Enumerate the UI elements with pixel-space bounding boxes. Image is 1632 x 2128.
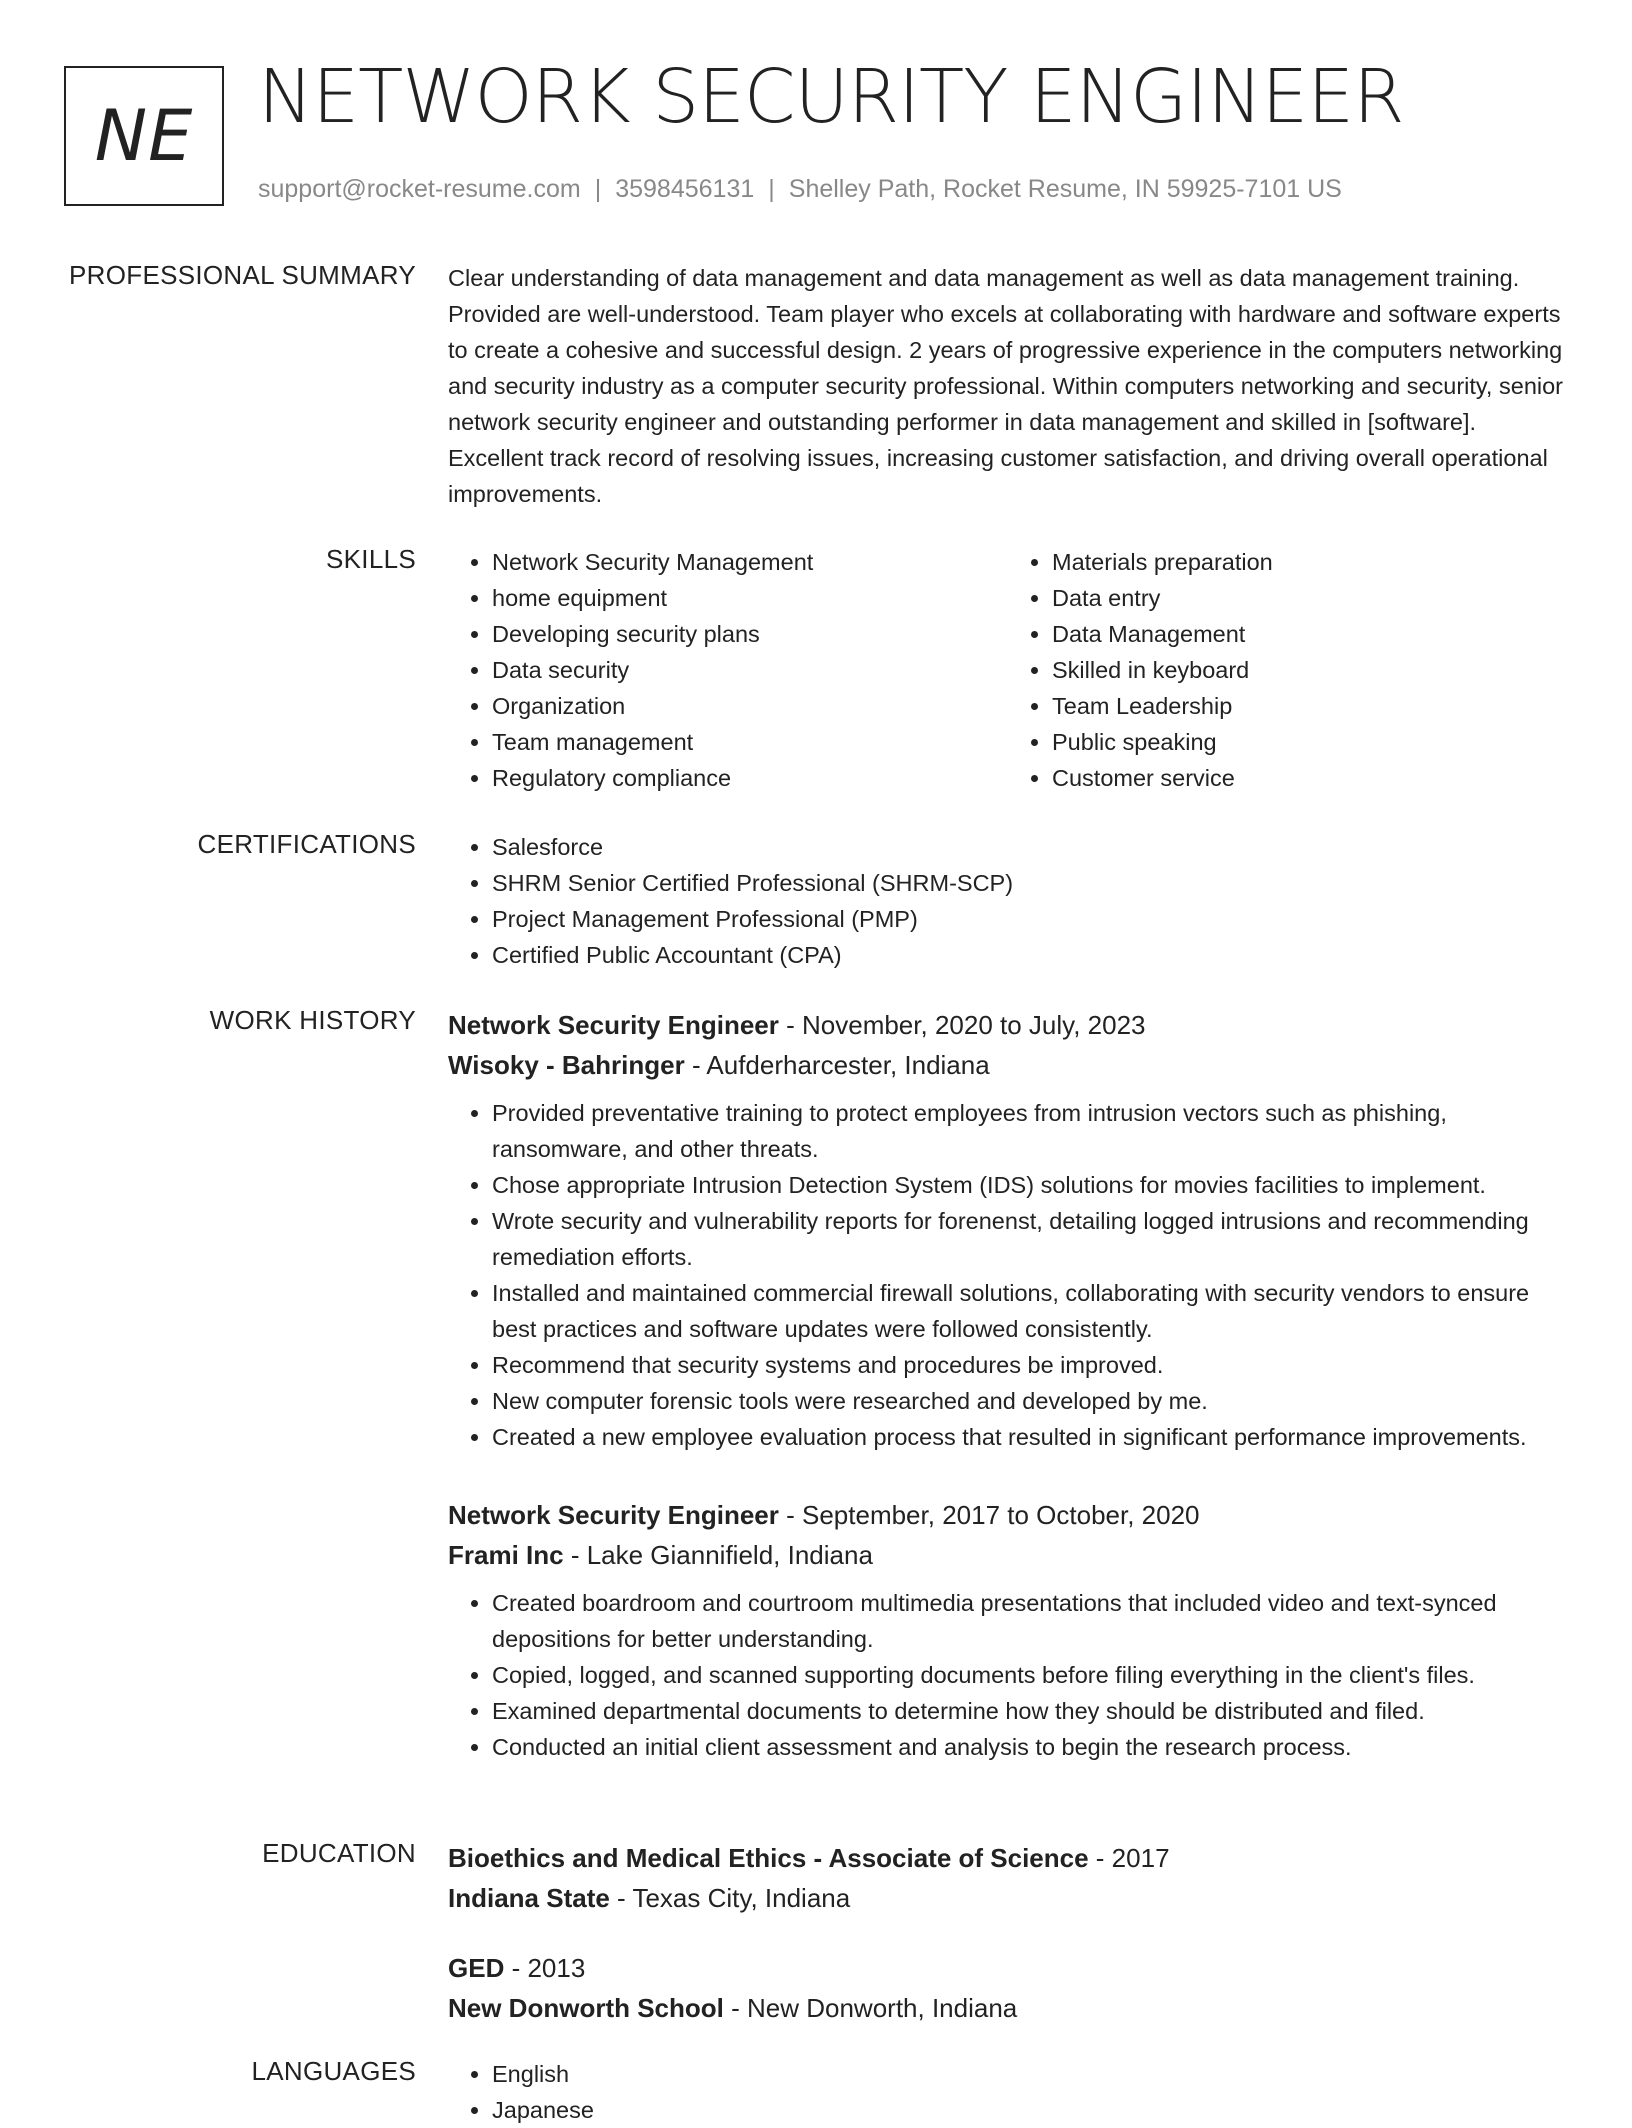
section-label: WORK HISTORY — [209, 1005, 416, 1035]
job-dates: - September, 2017 to October, 2020 — [778, 1500, 1200, 1530]
skills-columns — [448, 544, 1568, 796]
list-item: • Salesforce — [492, 829, 1568, 865]
list-item: • Organization — [492, 688, 1008, 724]
list-item: • Wrote security and vulnerability reports for forenenst, detailing logged intrusions and recommending remediation efforts. — [492, 1203, 1568, 1275]
list-item: • New computer forensic tools were researched and developed by me. — [492, 1383, 1568, 1419]
list-item: • Data entry — [1052, 580, 1568, 616]
education-degree-line — [448, 1838, 1568, 1878]
list-item: • Developing security plans — [492, 616, 1008, 652]
list-item: • Project Management Professional (PMP) — [492, 901, 1568, 937]
job-bullets — [448, 1585, 1568, 1765]
job-bullets — [448, 1095, 1568, 1455]
contact-line — [258, 175, 1342, 204]
education-location: - New Donworth, Indiana — [723, 1993, 1018, 2023]
section-label: CERTIFICATIONS — [197, 829, 416, 859]
languages-list — [448, 2056, 1568, 2128]
contact-separator: | — [594, 175, 602, 203]
job-location: - Aufderharcester, Indiana — [684, 1050, 990, 1080]
job-company-line — [448, 1535, 1568, 1575]
section-content — [448, 2056, 1568, 2128]
list-item: • Materials preparation — [1052, 544, 1568, 580]
section-content — [448, 1005, 1568, 1765]
education-degree: GED — [448, 1953, 505, 1983]
contact-email[interactable]: support@rocket-resume.com — [258, 175, 581, 203]
list-item: • Data Management — [1052, 616, 1568, 652]
education-degree-line — [448, 1948, 1568, 1988]
list-item: • English — [492, 2056, 1568, 2092]
job-title: Network Security Engineer — [448, 1500, 779, 1530]
job-title-line — [448, 1005, 1568, 1045]
job-title: Network Security Engineer — [448, 1010, 779, 1040]
list-item: • Team management — [492, 724, 1008, 760]
education-year: - 2017 — [1088, 1843, 1170, 1873]
list-item: • Data security — [492, 652, 1008, 688]
job-company: Frami Inc — [448, 1540, 564, 1570]
list-item: • Chose appropriate Intrusion Detection System (IDS) solutions for movies facilities to implement. — [492, 1167, 1568, 1203]
education-year: - 2013 — [504, 1953, 586, 1983]
section-label: LANGUAGES — [251, 2056, 416, 2086]
education-school-line — [448, 1878, 1568, 1918]
job-company: Wisoky - Bahringer — [448, 1050, 685, 1080]
section-label: SKILLS — [326, 544, 416, 574]
job-company-line — [448, 1045, 1568, 1085]
job-entry — [448, 1495, 1568, 1765]
education-school: New Donworth School — [448, 1993, 724, 2023]
list-item: • home equipment — [492, 580, 1008, 616]
education-location: - Texas City, Indiana — [609, 1883, 851, 1913]
job-entry — [448, 1005, 1568, 1455]
list-item: • Copied, logged, and scanned supporting documents before filing everything in the client's files. — [492, 1657, 1568, 1693]
list-item: • Provided preventative training to protect employees from intrusion vectors such as phishing, ransomware, and other threats. — [492, 1095, 1568, 1167]
summary-text: Clear understanding of data management and data management as well as data management training. Provided are well-understood. Team player who excels at collaborating with hardware and software experts to create a cohesive and successful design. 2 years of progressive experience in the computers networking and security industry as a computer security professional. Within computers networking and security, senior network security engineer and outstanding performer in data management and skilled in [software]. Excellent track record of resolving issues, increasing customer satisfaction, and driving overall operational improvements. — [448, 265, 1563, 507]
contact-phone[interactable]: 3598456131 — [615, 175, 755, 203]
skills-list-right — [1008, 544, 1568, 796]
monogram-logo: NE — [64, 66, 224, 206]
education-school-line — [448, 1988, 1568, 2028]
list-item: • Conducted an initial client assessment and analysis to begin the research process. — [492, 1729, 1568, 1765]
list-item: • Created boardroom and courtroom multimedia presentations that included video and text-synced depositions for better understanding. — [492, 1585, 1568, 1657]
education-entry — [448, 1838, 1568, 1918]
list-item: • Japanese — [492, 2092, 1568, 2128]
list-item: • Network Security Management — [492, 544, 1008, 580]
list-item: • Created a new employee evaluation process that resulted in significant performance improvements. — [492, 1419, 1568, 1455]
contact-address: Shelley Path, Rocket Resume, IN 59925-7101 US — [788, 175, 1342, 203]
list-item: • Installed and maintained commercial firewall solutions, collaborating with security vendors to ensure best practices and software updates were followed consistently. — [492, 1275, 1568, 1347]
contact-separator: | — [768, 175, 775, 203]
skills-list-left — [448, 544, 1008, 796]
job-title-line — [448, 1495, 1568, 1535]
job-dates: - November, 2020 to July, 2023 — [778, 1010, 1146, 1040]
section-content — [448, 1838, 1568, 2028]
job-location: - Lake Giannifield, Indiana — [563, 1540, 873, 1570]
list-item: • SHRM Senior Certified Professional (SHRM-SCP) — [492, 865, 1568, 901]
certifications-list — [448, 829, 1568, 973]
section-content — [448, 260, 1568, 512]
list-item: • Certified Public Accountant (CPA) — [492, 937, 1568, 973]
list-item: • Customer service — [1052, 760, 1568, 796]
list-item: • Examined departmental documents to determine how they should be distributed and filed. — [492, 1693, 1568, 1729]
list-item: • Regulatory compliance — [492, 760, 1008, 796]
section-content — [448, 829, 1568, 973]
education-school: Indiana State — [448, 1883, 610, 1913]
list-item: • Skilled in keyboard — [1052, 652, 1568, 688]
list-item: • Team Leadership — [1052, 688, 1568, 724]
list-item: • Public speaking — [1052, 724, 1568, 760]
section-label: EDUCATION — [262, 1838, 416, 1868]
education-entry — [448, 1948, 1568, 2028]
page-title: NETWORK SECURITY ENGINEER — [258, 54, 1404, 140]
list-item: • Recommend that security systems and procedures be improved. — [492, 1347, 1568, 1383]
section-label: PROFESSIONAL SUMMARY — [69, 260, 416, 290]
education-degree: Bioethics and Medical Ethics - Associate of Science — [448, 1843, 1089, 1873]
